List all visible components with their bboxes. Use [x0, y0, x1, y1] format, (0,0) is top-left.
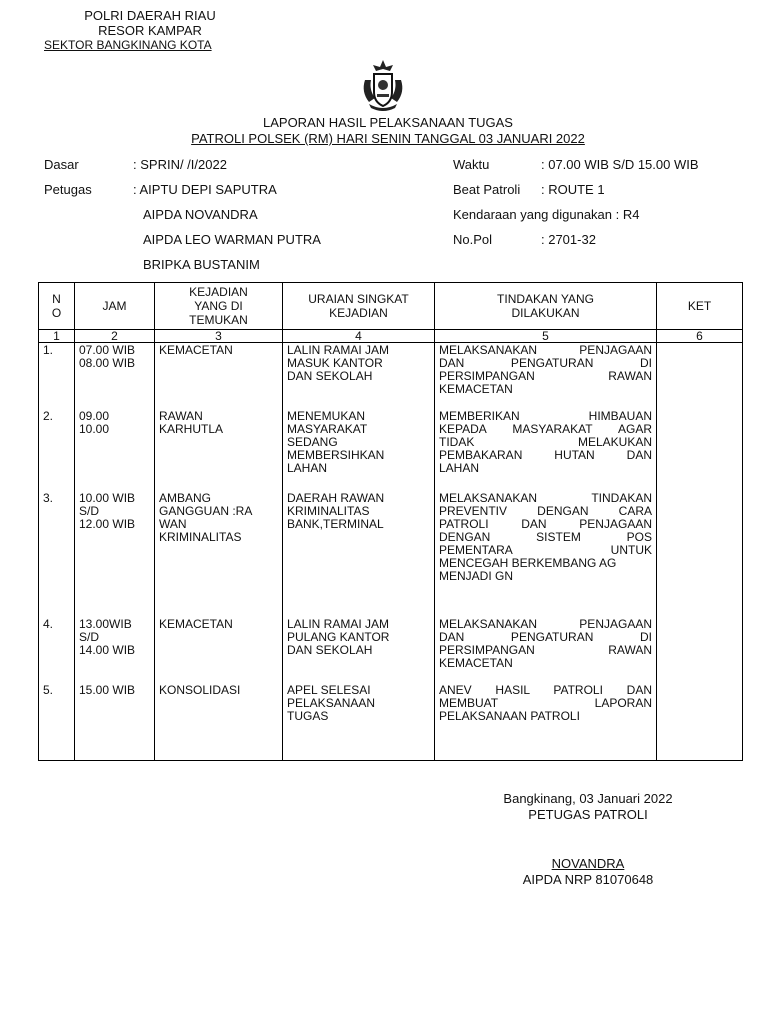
cell-ket	[657, 491, 743, 617]
cell-jam: 13.00WIB S/D 14.00 WIB	[75, 617, 155, 683]
col-header-no: N O	[39, 283, 75, 330]
dasar-value: : SPRIN/ /I/2022	[133, 157, 227, 172]
col-header-ket: KET	[657, 283, 743, 330]
cell-kejadian: RAWAN KARHUTLA	[155, 409, 283, 491]
table-header-row	[39, 283, 743, 330]
org-line-1: POLRI DAERAH RIAU	[84, 8, 216, 23]
cell-uraian: LALIN RAMAI JAM MASUK KANTOR DAN SEKOLAH	[283, 343, 435, 409]
col-header-kejadian: KEJADIAN YANG DI TEMUKAN	[155, 283, 283, 330]
signature-rank-nrp: AIPDA NRP 81070648	[522, 872, 654, 887]
report-table	[38, 282, 743, 761]
cell-tindakan: MEMBERIKAN HIMBAUAN KEPADA MASYARAKAT AGAR TIDAK MELAKUKAN PEMBAKARAN HUTAN DAN LAHAN	[435, 409, 657, 491]
table-row	[39, 683, 743, 761]
cell-uraian: MENEMUKAN MASYARAKAT SEDANG MEMBERSIHKAN LAHAN	[283, 409, 435, 491]
col-header-tindakan: TINDAKAN YANG DILAKUKAN	[435, 283, 657, 330]
org-line-2: RESOR KAMPAR	[98, 23, 202, 38]
cell-tindakan: MELAKSANAKAN PENJAGAAN DAN PENGATURAN DI PERSIMPANGAN RAWAN KEMACETAN	[435, 617, 657, 683]
cell-no: 4.	[39, 617, 75, 683]
col-number: 3	[155, 330, 283, 343]
table-row	[39, 409, 743, 491]
cell-uraian: DAERAH RAWAN KRIMINALITAS BANK,TERMINAL	[283, 491, 435, 617]
col-number: 5	[435, 330, 657, 343]
report-title: LAPORAN HASIL PELAKSANAAN TUGAS	[263, 115, 513, 130]
cell-no: 1.	[39, 343, 75, 409]
kendaraan-line: Kendaraan yang digunakan : R4	[453, 207, 640, 222]
cell-kejadian: KONSOLIDASI	[155, 683, 283, 761]
beat-label: Beat Patroli	[453, 182, 521, 197]
cell-jam: 10.00 WIB S/D 12.00 WIB	[75, 491, 155, 617]
cell-uraian: LALIN RAMAI JAM PULANG KANTOR DAN SEKOLAH	[283, 617, 435, 683]
cell-ket	[657, 343, 743, 409]
col-number: 1	[39, 330, 75, 343]
org-line-3: SEKTOR BANGKINANG KOTA	[44, 38, 212, 52]
column-number-row	[39, 330, 743, 343]
cell-ket	[657, 409, 743, 491]
waktu-value: : 07.00 WIB S/D 15.00 WIB	[541, 157, 699, 172]
cell-jam: 15.00 WIB	[75, 683, 155, 761]
cell-no: 5.	[39, 683, 75, 761]
cell-tindakan: MELAKSANAKAN PENJAGAAN DAN PENGATURAN DI PERSIMPANGAN RAWAN KEMACETAN	[435, 343, 657, 409]
col-number: 6	[657, 330, 743, 343]
cell-kejadian: KEMACETAN	[155, 343, 283, 409]
col-number: 2	[75, 330, 155, 343]
col-header-jam: JAM	[75, 283, 155, 330]
table-row	[39, 617, 743, 683]
signature-name: NOVANDRA	[551, 856, 625, 871]
police-emblem-icon	[355, 58, 411, 114]
cell-tindakan: ANEV HASIL PATROLI DAN MEMBUAT LAPORAN PELAKSANAAN PATROLI	[435, 683, 657, 761]
table-row	[39, 343, 743, 409]
cell-jam: 09.00 10.00	[75, 409, 155, 491]
cell-tindakan: MELAKSANAKAN TINDAKAN PREVENTIV DENGAN CARA PATROLI DAN PENJAGAAN DENGAN SISTEM POS PEMENTARA UNTUK MENCEGAH BERKEMBANG AG MENJADI GN	[435, 491, 657, 617]
petugas-3: AIPDA LEO WARMAN PUTRA	[143, 232, 321, 247]
col-header-uraian: URAIAN SINGKAT KEJADIAN	[283, 283, 435, 330]
beat-value: : ROUTE 1	[541, 182, 605, 197]
petugas-2: AIPDA NOVANDRA	[143, 207, 258, 222]
signature-place-date: Bangkinang, 03 Januari 2022	[503, 791, 673, 806]
cell-no: 2.	[39, 409, 75, 491]
nopol-label: No.Pol	[453, 232, 493, 247]
dasar-label: Dasar	[44, 157, 79, 172]
petugas-4: BRIPKA BUSTANIM	[143, 257, 260, 272]
cell-kejadian: KEMACETAN	[155, 617, 283, 683]
petugas-1: : AIPTU DEPI SAPUTRA	[133, 182, 277, 197]
nopol-value: : 2701-32	[541, 232, 596, 247]
report-subtitle: PATROLI POLSEK (RM) HARI SENIN TANGGAL 03 JANUARI 2022	[191, 131, 585, 146]
signature-role: PETUGAS PATROLI	[528, 807, 648, 822]
cell-no: 3.	[39, 491, 75, 617]
cell-kejadian: AMBANG GANGGUAN :RA WAN KRIMINALITAS	[155, 491, 283, 617]
cell-ket	[657, 683, 743, 761]
table-row	[39, 491, 743, 617]
cell-uraian: APEL SELESAI PELAKSANAAN TUGAS	[283, 683, 435, 761]
cell-ket	[657, 617, 743, 683]
petugas-label: Petugas	[44, 182, 92, 197]
col-number: 4	[283, 330, 435, 343]
cell-jam: 07.00 WIB 08.00 WIB	[75, 343, 155, 409]
waktu-label: Waktu	[453, 157, 490, 172]
